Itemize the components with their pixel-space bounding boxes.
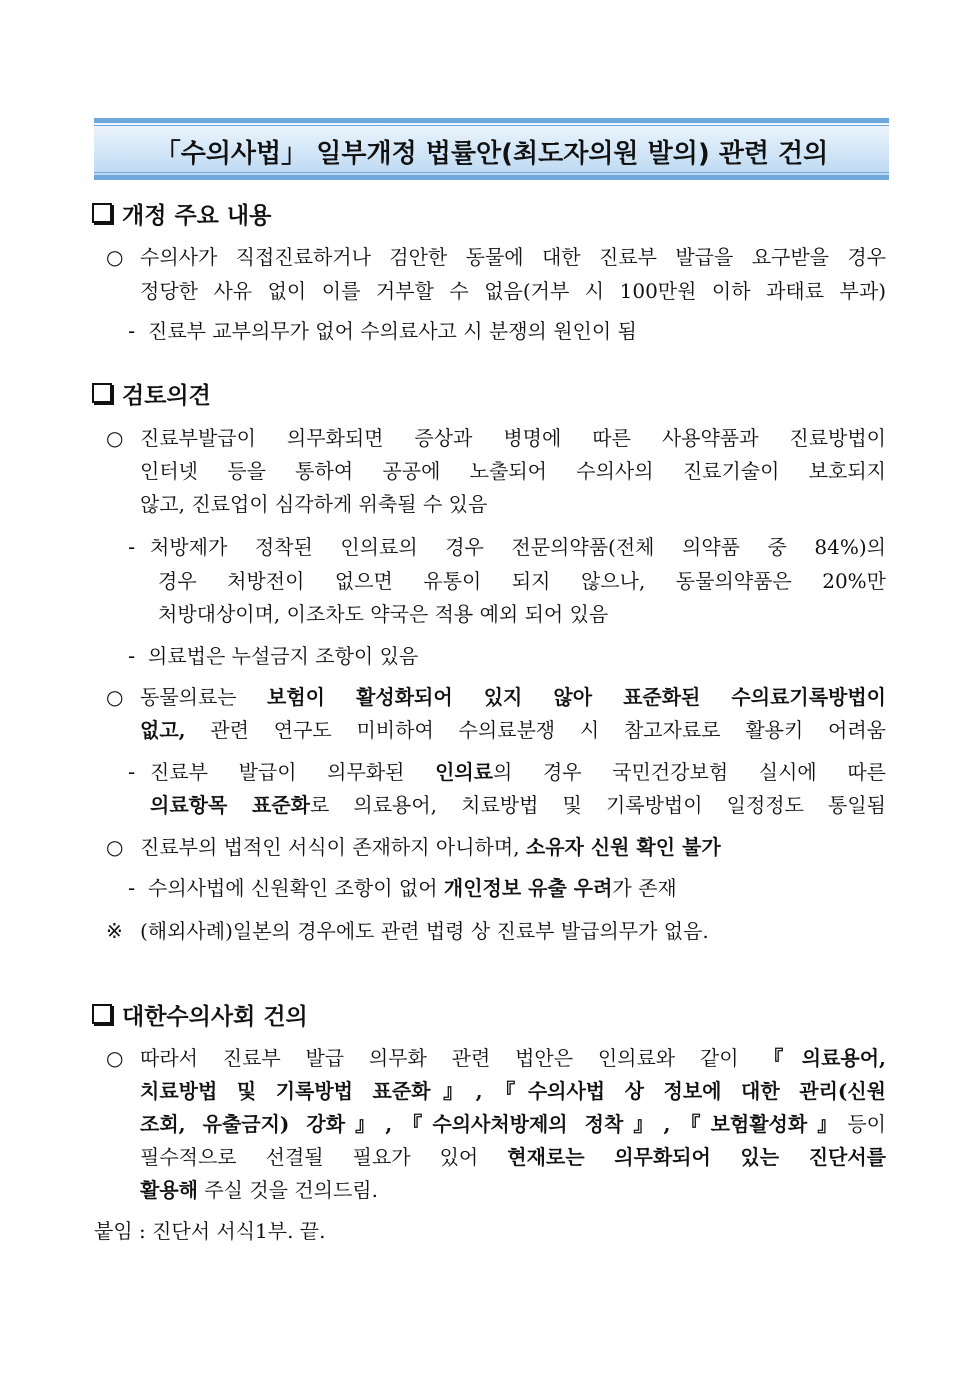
text-run: 수의사법에 신원확인 조항이 없어 (148, 876, 444, 900)
document-title: 「수의사법」 일부개정 법률안(최도자의원 발의) 관련 건의 (154, 139, 829, 169)
text-run: 동물의료는 (140, 685, 268, 709)
text-run: 필수적으로 선결될 필요가 있어 (140, 1145, 508, 1169)
circle-bullet-icon: ○ (106, 245, 124, 269)
paragraph-line (140, 680, 886, 714)
paragraph-line: 치료방법 및 기록방법 표준화』,『수의사법 상 정보에 대한 관리(신원 (140, 1079, 886, 1103)
circle-bullet-icon: ○ (106, 835, 124, 859)
checkbox-square-icon (92, 1004, 112, 1024)
section-title: 개정 주요 내용 (122, 202, 272, 229)
paragraph-line: 진료부발급이 의무화되면 증상과 병명에 따른 사용약품과 진료방법이 (140, 426, 886, 450)
paragraph-line (140, 1041, 886, 1075)
reference-mark-icon: ※ (106, 919, 123, 943)
attachment-note: 붙임 : 진단서 서식1부. 끝. (94, 1219, 326, 1243)
sub-item: 진료부 교부의무가 없어 수의료사고 시 분쟁의 원인이 됨 (148, 319, 637, 343)
bold-run: 현재로는 의무화되어 있는 진단서를 (507, 1145, 886, 1169)
paragraph-line: 정당한 사유 없이 이를 거부할 수 없음(거부 시 100만원 이하 과태료 부과) (140, 279, 886, 303)
paragraph-line (140, 1140, 886, 1174)
bold-run: 『의료용어, (763, 1046, 886, 1070)
section-title: 대한수의사회 건의 (122, 1003, 308, 1030)
checkbox-square-icon (92, 383, 112, 403)
bold-run: 인의료 (435, 760, 494, 784)
text-run: 진료부 발급이 의무화된 (150, 760, 436, 784)
sub-item (148, 871, 677, 905)
sub-item-line (150, 788, 886, 822)
section-title: 검토의견 (122, 382, 211, 409)
paragraph-line: 않고, 진료업이 심각하게 위축될 수 있음 (140, 492, 488, 516)
dash-bullet-icon: - (128, 644, 136, 668)
bold-run: 조회, 유출금지) 강화』,『수의사처방제의 정착』,『보험활성화』 (140, 1112, 848, 1136)
note-line: (해외사례)일본의 경우에도 관련 법령 상 진료부 발급의무가 없음. (140, 919, 709, 943)
section-heading-recommendation (92, 997, 308, 1031)
text-run: 로 의료용어, 치료방법 및 기록방법이 일정정도 통일됨 (309, 793, 886, 817)
circle-bullet-icon: ○ (106, 685, 124, 709)
paragraph-line (140, 1107, 886, 1141)
text-run: 가 존재 (612, 876, 677, 900)
circle-bullet-icon: ○ (106, 426, 124, 450)
text-run: 주실 것을 건의드림. (197, 1178, 378, 1202)
bold-run: 활용해 (140, 1178, 198, 1202)
bold-run: 개인정보 유출 우려 (443, 876, 613, 900)
bold-run: 의료항목 표준화 (150, 793, 310, 817)
text-run: 따라서 진료부 발급 의무화 관련 법안은 인의료와 같이 (140, 1046, 764, 1070)
bold-run: 소유자 신원 확인 불가 (525, 835, 721, 859)
sub-item: 의료법은 누설금지 조항이 있음 (148, 644, 419, 668)
section-heading-amendment (92, 196, 271, 230)
paragraph-line (140, 713, 886, 747)
sub-item-line: 경우 처방전이 없으면 유통이 되지 않으나, 동물의약품은 20%만 (158, 569, 886, 593)
paragraph-line: 인터넷 등을 통하여 공공에 노출되어 수의사의 진료기술이 보호되지 (140, 459, 886, 483)
sub-item-line: 처방대상이며, 이조차도 약국은 적용 예외 되어 있음 (158, 602, 609, 626)
dash-bullet-icon: - (128, 876, 136, 900)
dash-bullet-icon: - (128, 319, 136, 343)
circle-bullet-icon: ○ (106, 1046, 124, 1070)
bold-run: 없고, (140, 718, 186, 742)
paragraph-line (140, 830, 721, 864)
text-run: 진료부의 법적인 서식이 존재하지 아니하며, (140, 835, 526, 859)
text-run: 의 경우 국민건강보험 실시에 따른 (493, 760, 886, 784)
bold-run: 보험이 활성화되어 있지 않아 표준화된 수의료기록방법이 (267, 685, 886, 709)
section-heading-review (92, 376, 211, 410)
sub-item-line (150, 755, 886, 789)
title-banner (94, 118, 889, 180)
dash-bullet-icon: - (128, 760, 136, 784)
text-run: 관련 연구도 미비하여 수의료분쟁 시 참고자료로 활용키 어려움 (185, 718, 886, 742)
checkbox-square-icon (92, 203, 112, 223)
text-run: 등이 (847, 1112, 886, 1136)
paragraph-line: 수의사가 직접진료하거나 검안한 동물에 대한 진료부 발급을 요구받을 경우 (140, 245, 886, 269)
dash-bullet-icon: - (128, 535, 136, 559)
paragraph-line (140, 1173, 378, 1207)
sub-item-line: 처방제가 정착된 인의료의 경우 전문의약품(전체 의약품 중 84%)의 (150, 535, 886, 559)
